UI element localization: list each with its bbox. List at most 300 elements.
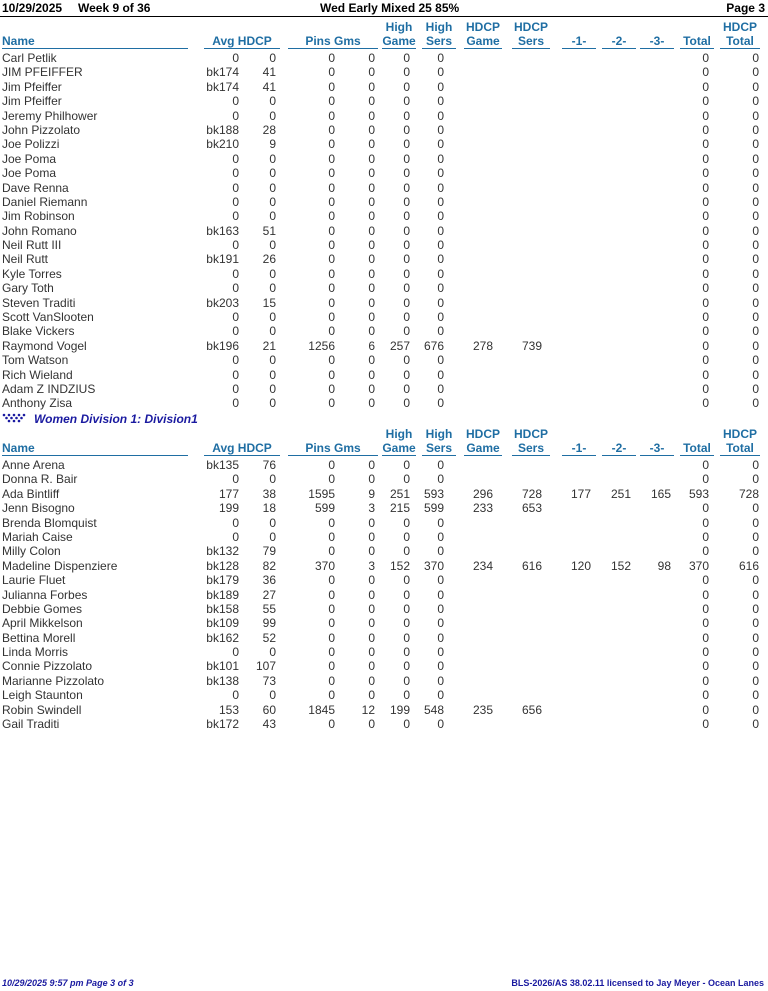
cell-total: 0 — [702, 266, 709, 281]
cell-total: 0 — [702, 381, 709, 396]
cell-games: 0 — [368, 266, 375, 281]
cell-high-series: 0 — [437, 717, 444, 732]
bowler-name: Connie Pizzolato — [2, 659, 93, 674]
cell-handicap: 0 — [269, 645, 276, 660]
cell-handicap: 82 — [262, 558, 276, 573]
table-row — [0, 559, 768, 573]
bowler-name: Neil Rutt III — [2, 238, 62, 253]
bowler-name: Neil Rutt — [2, 252, 49, 267]
col-game-1: -1- — [562, 34, 596, 49]
cell-hdcp-series: 656 — [521, 702, 542, 717]
bowler-name: Anne Arena — [2, 458, 65, 472]
cell-average: 199 — [218, 501, 239, 516]
table-row — [0, 674, 768, 688]
bowler-name: Robin Swindell — [2, 702, 82, 717]
col-pins-gms: Pins Gms — [288, 441, 378, 456]
cell-high-series: 0 — [437, 151, 444, 166]
cell-handicap: 0 — [269, 353, 276, 368]
cell-total: 0 — [702, 353, 709, 368]
cell-high-game: 0 — [403, 209, 410, 224]
cell-high-game: 0 — [403, 659, 410, 674]
cell-handicap: 26 — [262, 252, 276, 267]
col-avg-hdcp: Avg HDCP — [204, 441, 280, 456]
table-row — [0, 339, 768, 353]
cell-games: 0 — [368, 108, 375, 123]
cell-games: 0 — [368, 94, 375, 109]
cell-games: 0 — [368, 645, 375, 660]
cell-total: 0 — [702, 310, 709, 325]
cell-average: 0 — [232, 180, 239, 195]
cell-high-game: 152 — [389, 558, 410, 573]
cell-average: 177 — [218, 486, 239, 501]
table-row — [0, 382, 768, 396]
cell-pins: 0 — [328, 673, 335, 688]
footer-timestamp: 10/29/2025 9:57 pm Page 3 of 3 — [2, 978, 134, 988]
cell-games: 0 — [368, 281, 375, 296]
cell-high-game: 0 — [403, 180, 410, 195]
week-label: Week 9 of 36 — [78, 1, 151, 15]
cell-handicap: 0 — [269, 238, 276, 253]
cell-games: 0 — [368, 209, 375, 224]
cell-total: 0 — [702, 673, 709, 688]
cell-high-series: 0 — [437, 324, 444, 339]
cell-high-game: 0 — [403, 458, 410, 472]
cell-high-game: 0 — [403, 166, 410, 181]
bowler-name: Jim Pfeiffer — [2, 94, 62, 109]
cell-hdcp-total: 0 — [752, 702, 759, 717]
table-row — [0, 368, 768, 382]
cell-pins: 0 — [328, 51, 335, 65]
col-total: Total — [680, 34, 714, 49]
cell-high-series: 0 — [437, 295, 444, 310]
cell-games: 0 — [368, 122, 375, 137]
cell-high-series: 370 — [423, 558, 444, 573]
cell-handicap: 0 — [269, 166, 276, 181]
cell-high-game: 0 — [403, 367, 410, 382]
cell-high-game: 0 — [403, 645, 410, 660]
cell-average: bk109 — [206, 616, 239, 631]
cell-hdcp-total: 0 — [752, 601, 759, 616]
cell-total: 0 — [702, 51, 709, 65]
cell-hdcp-total: 0 — [752, 472, 759, 487]
cell-hdcp-total: 0 — [752, 573, 759, 588]
cell-pins: 0 — [328, 396, 335, 411]
cell-games: 0 — [368, 65, 375, 80]
cell-pins: 0 — [328, 324, 335, 339]
cell-handicap: 15 — [262, 295, 276, 310]
cell-handicap: 0 — [269, 281, 276, 296]
cell-pins: 1595 — [308, 486, 335, 501]
column-header-men — [0, 21, 768, 51]
cell-high-game: 0 — [403, 396, 410, 411]
cell-high-series: 0 — [437, 688, 444, 703]
cell-average: bk158 — [206, 601, 239, 616]
cell-total: 0 — [702, 515, 709, 530]
cell-total: 0 — [702, 501, 709, 516]
col-hdcp-total: HDCP Total — [720, 20, 760, 49]
table-row — [0, 516, 768, 530]
bowler-name: Scott VanSlooten — [2, 310, 94, 325]
cell-games: 0 — [368, 137, 375, 152]
cell-handicap: 18 — [262, 501, 276, 516]
cell-total: 0 — [702, 601, 709, 616]
table-row — [0, 296, 768, 310]
cell-total: 0 — [702, 151, 709, 166]
cell-hdcp-game: 296 — [472, 486, 493, 501]
bowler-name: Madeline Dispenziere — [2, 558, 118, 573]
cell-games: 0 — [368, 659, 375, 674]
cell-total: 0 — [702, 122, 709, 137]
table-row — [0, 65, 768, 79]
cell-total: 0 — [702, 238, 709, 253]
bowler-name: Donna R. Bair — [2, 472, 78, 487]
cell-hdcp-total: 0 — [752, 367, 759, 382]
cell-pins: 0 — [328, 238, 335, 253]
cell-handicap: 38 — [262, 486, 276, 501]
cell-hdcp-total: 0 — [752, 353, 759, 368]
cell-handicap: 55 — [262, 601, 276, 616]
cell-average: 0 — [232, 688, 239, 703]
bowler-name: Anthony Zisa — [2, 396, 73, 411]
cell-pins: 0 — [328, 137, 335, 152]
cell-hdcp-series: 616 — [521, 558, 542, 573]
cell-total: 0 — [702, 252, 709, 267]
cell-hdcp-total: 0 — [752, 659, 759, 674]
cell-pins: 0 — [328, 630, 335, 645]
col-game-2: -2- — [602, 441, 636, 456]
cell-handicap: 0 — [269, 472, 276, 487]
table-row — [0, 530, 768, 544]
cell-pins: 0 — [328, 717, 335, 732]
cell-handicap: 79 — [262, 544, 276, 559]
bowler-name: Leigh Staunton — [2, 688, 83, 703]
cell-game-2: 251 — [610, 486, 631, 501]
bowler-name: Laurie Fluet — [2, 573, 66, 588]
bowler-name: JIM PFEIFFER — [2, 65, 83, 80]
cell-average: bk132 — [206, 544, 239, 559]
cell-hdcp-total: 0 — [752, 396, 759, 411]
cell-handicap: 0 — [269, 266, 276, 281]
cell-pins: 1845 — [308, 702, 335, 717]
bowler-name: Daniel Riemann — [2, 194, 88, 209]
cell-hdcp-total: 0 — [752, 673, 759, 688]
cell-handicap: 76 — [262, 458, 276, 472]
cell-high-game: 0 — [403, 79, 410, 94]
cell-games: 0 — [368, 166, 375, 181]
cell-high-game: 0 — [403, 601, 410, 616]
cell-average: 0 — [232, 166, 239, 181]
col-game-3: -3- — [640, 441, 674, 456]
cell-games: 0 — [368, 151, 375, 166]
table-row — [0, 573, 768, 587]
bowler-name: John Pizzolato — [2, 122, 81, 137]
table-row — [0, 94, 768, 108]
bowler-name: Julianna Forbes — [2, 587, 88, 602]
cell-high-series: 0 — [437, 51, 444, 65]
cell-games: 0 — [368, 51, 375, 65]
cell-game-1: 120 — [570, 558, 591, 573]
cell-high-series: 0 — [437, 367, 444, 382]
cell-high-series: 0 — [437, 515, 444, 530]
cell-pins: 0 — [328, 295, 335, 310]
cell-game-3: 98 — [657, 558, 671, 573]
cell-handicap: 0 — [269, 529, 276, 544]
cell-games: 0 — [368, 252, 375, 267]
cell-high-game: 0 — [403, 266, 410, 281]
cell-high-series: 0 — [437, 108, 444, 123]
cell-handicap: 0 — [269, 396, 276, 411]
cell-pins: 0 — [328, 381, 335, 396]
cell-high-series: 0 — [437, 544, 444, 559]
cell-handicap: 0 — [269, 367, 276, 382]
cell-average: 0 — [232, 367, 239, 382]
cell-pins: 0 — [328, 266, 335, 281]
cell-total: 0 — [702, 529, 709, 544]
cell-high-game: 251 — [389, 486, 410, 501]
table-row — [0, 645, 768, 659]
cell-hdcp-series: 653 — [521, 501, 542, 516]
cell-high-series: 593 — [423, 486, 444, 501]
cell-pins: 0 — [328, 310, 335, 325]
cell-pins: 370 — [314, 558, 335, 573]
bowler-name: Jeremy Philhower — [2, 108, 98, 123]
cell-hdcp-game: 233 — [472, 501, 493, 516]
cell-hdcp-total: 0 — [752, 209, 759, 224]
cell-high-series: 0 — [437, 194, 444, 209]
cell-high-game: 0 — [403, 529, 410, 544]
cell-games: 9 — [368, 486, 375, 501]
col-hdcp-sers: HDCP Sers — [513, 20, 548, 48]
table-row — [0, 123, 768, 137]
footer-license: BLS-2026/AS 38.02.11 licensed to Jay Meyer - Ocean Lanes — [511, 978, 764, 988]
cell-high-game: 0 — [403, 295, 410, 310]
cell-games: 0 — [368, 544, 375, 559]
bowler-name: Joe Polizzi — [2, 137, 60, 152]
cell-pins: 0 — [328, 223, 335, 238]
table-row — [0, 267, 768, 281]
cell-games: 0 — [368, 324, 375, 339]
table-row — [0, 209, 768, 223]
cell-high-game: 0 — [403, 544, 410, 559]
cell-average: 0 — [232, 645, 239, 660]
cell-handicap: 0 — [269, 324, 276, 339]
bowler-name: Raymond Vogel — [2, 338, 87, 353]
cell-games: 0 — [368, 630, 375, 645]
cell-hdcp-total: 0 — [752, 180, 759, 195]
bowler-name: Marianne Pizzolato — [2, 673, 105, 688]
cell-high-game: 0 — [403, 688, 410, 703]
cell-total: 0 — [702, 194, 709, 209]
cell-game-2: 152 — [610, 558, 631, 573]
cell-high-game: 0 — [403, 515, 410, 530]
cell-pins: 0 — [328, 544, 335, 559]
bowler-name: Jim Pfeiffer — [2, 79, 62, 94]
cell-total: 0 — [702, 223, 709, 238]
cell-total: 0 — [702, 587, 709, 602]
cell-total: 0 — [702, 659, 709, 674]
cell-hdcp-total: 0 — [752, 515, 759, 530]
cell-hdcp-total: 0 — [752, 338, 759, 353]
cell-high-game: 0 — [403, 252, 410, 267]
cell-average: 0 — [232, 151, 239, 166]
cell-total: 0 — [702, 79, 709, 94]
cell-average: bk162 — [206, 630, 239, 645]
cell-games: 3 — [368, 558, 375, 573]
cell-handicap: 0 — [269, 310, 276, 325]
cell-average: 0 — [232, 310, 239, 325]
cell-high-series: 0 — [437, 209, 444, 224]
cell-hdcp-total: 0 — [752, 310, 759, 325]
cell-games: 0 — [368, 515, 375, 530]
cell-high-game: 0 — [403, 151, 410, 166]
cell-high-series: 0 — [437, 238, 444, 253]
cell-average: 0 — [232, 381, 239, 396]
bowler-name: Steven Traditi — [2, 295, 76, 310]
cell-hdcp-total: 0 — [752, 65, 759, 80]
bowler-name: Blake Vickers — [2, 324, 75, 339]
cell-hdcp-total: 0 — [752, 194, 759, 209]
cell-pins: 0 — [328, 65, 335, 80]
cell-high-series: 0 — [437, 587, 444, 602]
cell-pins: 0 — [328, 166, 335, 181]
cell-high-game: 215 — [389, 501, 410, 516]
cell-handicap: 0 — [269, 108, 276, 123]
cell-pins: 0 — [328, 108, 335, 123]
cell-handicap: 99 — [262, 616, 276, 631]
cell-handicap: 0 — [269, 515, 276, 530]
cell-handicap: 27 — [262, 587, 276, 602]
cell-high-game: 0 — [403, 324, 410, 339]
page-label: Page 3 — [726, 1, 765, 15]
cell-hdcp-total: 0 — [752, 79, 759, 94]
col-total: Total — [680, 441, 714, 456]
cell-games: 0 — [368, 673, 375, 688]
table-row — [0, 544, 768, 558]
bowler-name: Mariah Caise — [2, 529, 73, 544]
cell-hdcp-total: 0 — [752, 381, 759, 396]
cell-pins: 0 — [328, 472, 335, 487]
cell-handicap: 21 — [262, 338, 276, 353]
bowler-name: Jenn Bisogno — [2, 501, 75, 516]
cell-high-series: 0 — [437, 458, 444, 472]
cell-high-series: 0 — [437, 94, 444, 109]
cell-high-series: 0 — [437, 673, 444, 688]
report-top-bar — [0, 0, 768, 17]
table-row — [0, 703, 768, 717]
cell-high-game: 0 — [403, 573, 410, 588]
cell-pins: 0 — [328, 601, 335, 616]
cell-high-series: 0 — [437, 223, 444, 238]
table-row — [0, 238, 768, 252]
cell-handicap: 60 — [262, 702, 276, 717]
cell-pins: 599 — [314, 501, 335, 516]
cell-high-series: 0 — [437, 252, 444, 267]
cell-games: 0 — [368, 194, 375, 209]
cell-average: 0 — [232, 94, 239, 109]
cell-high-game: 257 — [389, 338, 410, 353]
cell-pins: 0 — [328, 151, 335, 166]
col-hdcp-game: HDCP Game — [465, 20, 500, 48]
cell-games: 0 — [368, 180, 375, 195]
cell-high-game: 0 — [403, 310, 410, 325]
cell-hdcp-total: 0 — [752, 122, 759, 137]
table-row — [0, 166, 768, 180]
cell-hdcp-total: 0 — [752, 166, 759, 181]
cell-hdcp-total: 0 — [752, 587, 759, 602]
table-row — [0, 688, 768, 702]
cell-high-series: 0 — [437, 79, 444, 94]
cell-handicap: 0 — [269, 209, 276, 224]
table-row — [0, 717, 768, 731]
cell-games: 0 — [368, 616, 375, 631]
cell-pins: 0 — [328, 458, 335, 472]
cell-average: 153 — [218, 702, 239, 717]
cell-average: bk189 — [206, 587, 239, 602]
col-game-2: -2- — [602, 34, 636, 49]
cell-average: 0 — [232, 472, 239, 487]
table-row — [0, 588, 768, 602]
cell-average: 0 — [232, 51, 239, 65]
cell-high-game: 0 — [403, 472, 410, 487]
cell-games: 3 — [368, 501, 375, 516]
bowler-name: Dave Renna — [2, 180, 69, 195]
cell-total: 0 — [702, 367, 709, 382]
col-pins-gms: Pins Gms — [288, 34, 378, 49]
table-row — [0, 109, 768, 123]
cell-games: 0 — [368, 381, 375, 396]
cell-average: bk163 — [206, 223, 239, 238]
cell-games: 0 — [368, 688, 375, 703]
cell-high-game: 0 — [403, 587, 410, 602]
col-name: Name — [2, 441, 188, 456]
cell-hdcp-total: 0 — [752, 645, 759, 660]
cell-hdcp-total: 0 — [752, 151, 759, 166]
cell-average: bk101 — [206, 659, 239, 674]
cell-high-series: 0 — [437, 353, 444, 368]
cell-hdcp-total: 0 — [752, 630, 759, 645]
cell-hdcp-total: 0 — [752, 717, 759, 732]
cell-pins: 0 — [328, 353, 335, 368]
col-name: Name — [2, 34, 188, 49]
division-label: Women Division 1: Division1 — [34, 412, 198, 426]
cell-hdcp-total: 0 — [752, 223, 759, 238]
cell-high-series: 0 — [437, 266, 444, 281]
cell-handicap: 51 — [262, 223, 276, 238]
cell-games: 0 — [368, 472, 375, 487]
cell-pins: 0 — [328, 209, 335, 224]
cell-games: 0 — [368, 717, 375, 732]
cell-high-series: 599 — [423, 501, 444, 516]
bowler-name: Gary Toth — [2, 281, 54, 296]
cell-total: 0 — [702, 573, 709, 588]
women-rows — [0, 458, 768, 731]
bowler-name: Tom Watson — [2, 353, 69, 368]
cell-hdcp-total: 0 — [752, 544, 759, 559]
cell-hdcp-game: 278 — [472, 338, 493, 353]
cell-high-series: 0 — [437, 659, 444, 674]
cell-hdcp-total: 0 — [752, 94, 759, 109]
league-title: Wed Early Mixed 25 85% — [320, 1, 460, 15]
bowler-name: Debbie Gomes — [2, 601, 83, 616]
cell-total: 0 — [702, 65, 709, 80]
cell-handicap: 0 — [269, 688, 276, 703]
cell-pins: 0 — [328, 94, 335, 109]
col-hdcp-total: HDCP Total — [720, 427, 760, 456]
cell-games: 0 — [368, 79, 375, 94]
cell-games: 0 — [368, 587, 375, 602]
cell-high-series: 0 — [437, 65, 444, 80]
cell-high-game: 0 — [403, 108, 410, 123]
